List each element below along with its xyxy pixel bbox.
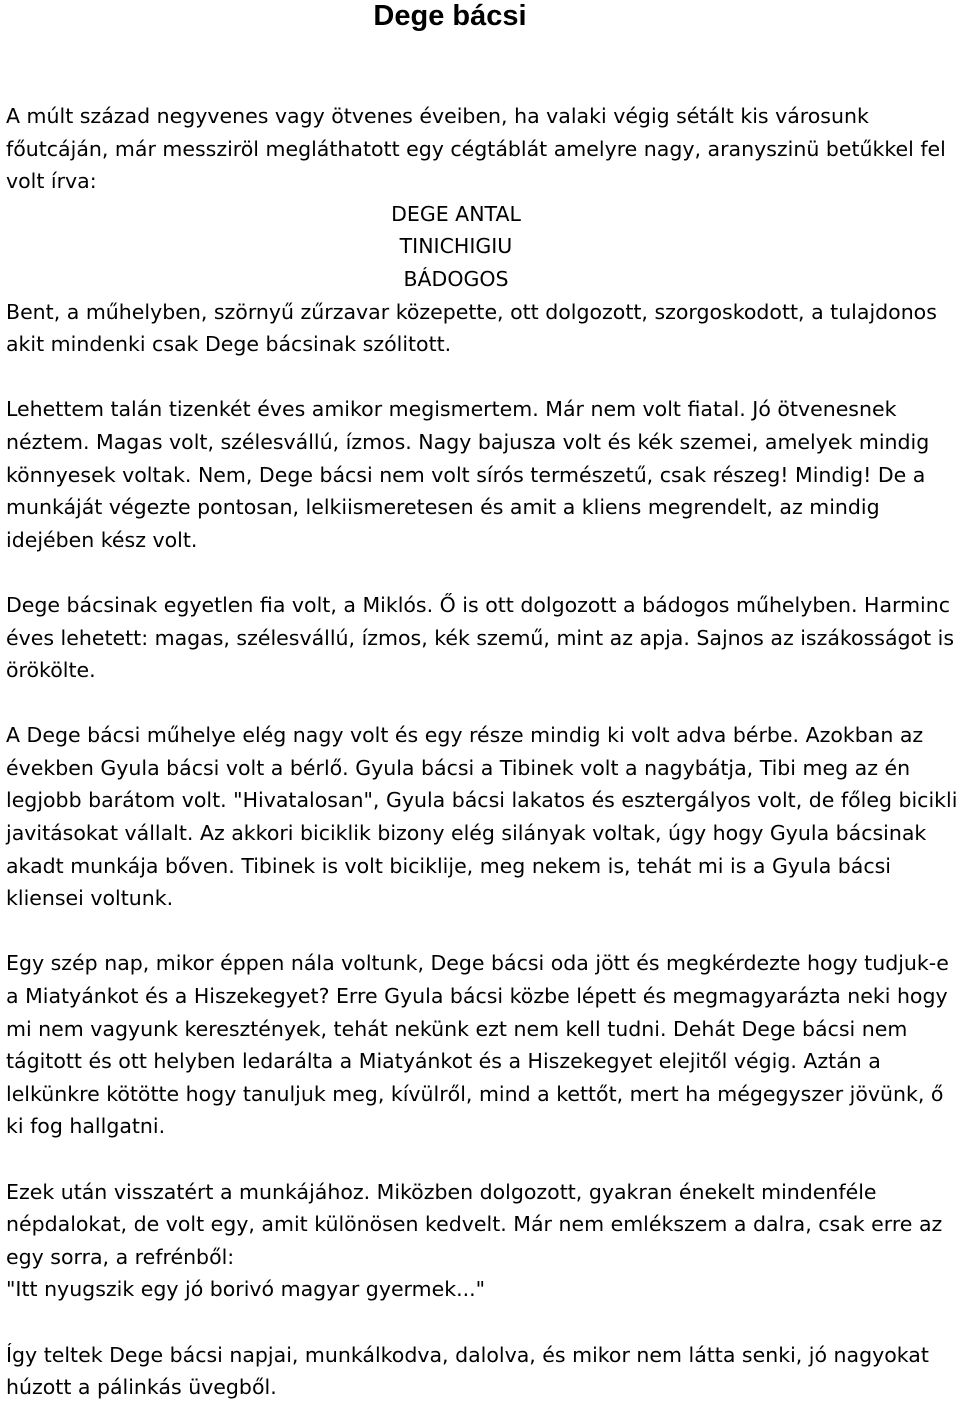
song-section bbox=[6, 1176, 958, 1306]
closing-paragraph: Így teltek Dege bácsi napjai, munkálkodva, dalolva, és mikor nem látta senki, jó nagyokat húzott a pálinkás üvegből. bbox=[6, 1342, 929, 1400]
sign-line-1: DEGE ANTAL bbox=[391, 201, 521, 226]
intro-paragraph: A múlt század negyvenes vagy ötvenes éveiben, ha valaki végig sétált kis városunk főutcáján, már messziröl megláthatott egy cégtáblát amelyre nagy, aranyszinü betűkkel fel volt írva: bbox=[6, 104, 946, 194]
song-line: "Itt nyugszik egy jó borivó magyar gyermek..." bbox=[6, 1277, 486, 1302]
document-body bbox=[6, 100, 958, 1404]
paragraph-2: Dege bácsinak egyetlen fia volt, a Miklós. Ő is ott dolgozott a bádogos műhelyben. Harminc éves lehetett: magas, szélesvállú, ízmos, kék szemű, mint az apja. Sajnos az iszákosságot is örökölte. bbox=[6, 592, 955, 683]
paragraph-3: A Dege bácsi műhelye elég nagy volt és egy része mindig ki volt adva bérbe. Azokban az években Gyula bácsi volt a bérlő. Gyula bácsi a Tibinek volt a nagybátja, Tibi meg az én legjobb barátom volt. "Hivatalosan", Gyula bácsi lakatos és esztergályos volt, de főleg bicikli javitásokat vállalt. Az akkori biciklik bizony elég silányak voltak, úgy hogy Gyula bácsinak akadt munkája bőven. Tibinek is volt biciklije, meg nekem is, tehát mi is a Gyula bácsi kliensei voltunk. bbox=[6, 723, 958, 911]
document-title: Dege bácsi bbox=[373, 0, 527, 32]
sign-line-2: TINICHIGIU bbox=[399, 234, 513, 259]
song-intro: Ezek után visszatért a munkájához. Miközben dolgozott, gyakran énekelt mindenféle népdalokat, de volt egy, amit különösen kedvelt. Már nem emlékszem a dalra, csak erre az egy sorra, a refrénből: bbox=[6, 1179, 943, 1269]
paragraph-4: Egy szép nap, mikor éppen nála voltunk, Dege bácsi oda jött és megkérdezte hogy tudjuk-e a Miatyánkot és a Hiszekegyet? Erre Gyula bácsi közbe lépett és megmagyarázta neki hogy mi nem vagyunk keresztények, tehát nekünk ezt nem kell tudni. Dehát Dege bácsi nem tágitott és ott helyben ledarálta a Miatyánkot és a Hiszekegyet elejitől végig. Aztán a lelkünkre kötötte hogy tanuljuk meg, kívülről, mind a kettőt, mert ha mégegyszer jövünk, ő ki fog hallgatni. bbox=[6, 951, 949, 1139]
intro-section bbox=[6, 100, 958, 361]
workshop-paragraph: Bent, a műhelyben, szörnyű zűrzavar közepette, ott dolgozott, szorgoskodott, a tulajdonos akit mindenki csak Dege bácsinak szólitott. bbox=[6, 299, 937, 357]
paragraph-1: Lehettem talán tizenkét éves amikor megismertem. Már nem volt fiatal. Jó ötvenesnek néztem. Magas volt, szélesvállú, ízmos. Nagy bajusza volt és kék szemei, amelyek mindig könnyesek voltak. Nem, Dege bácsi nem volt sírós természetű, csak részeg! Mindig! De a munkáját végezte pontosan, lelkiismeretesen és amit a kliens megrendelt, az mindig idejében kész volt. bbox=[6, 397, 930, 552]
sign-line-3: BÁDOGOS bbox=[403, 266, 509, 291]
